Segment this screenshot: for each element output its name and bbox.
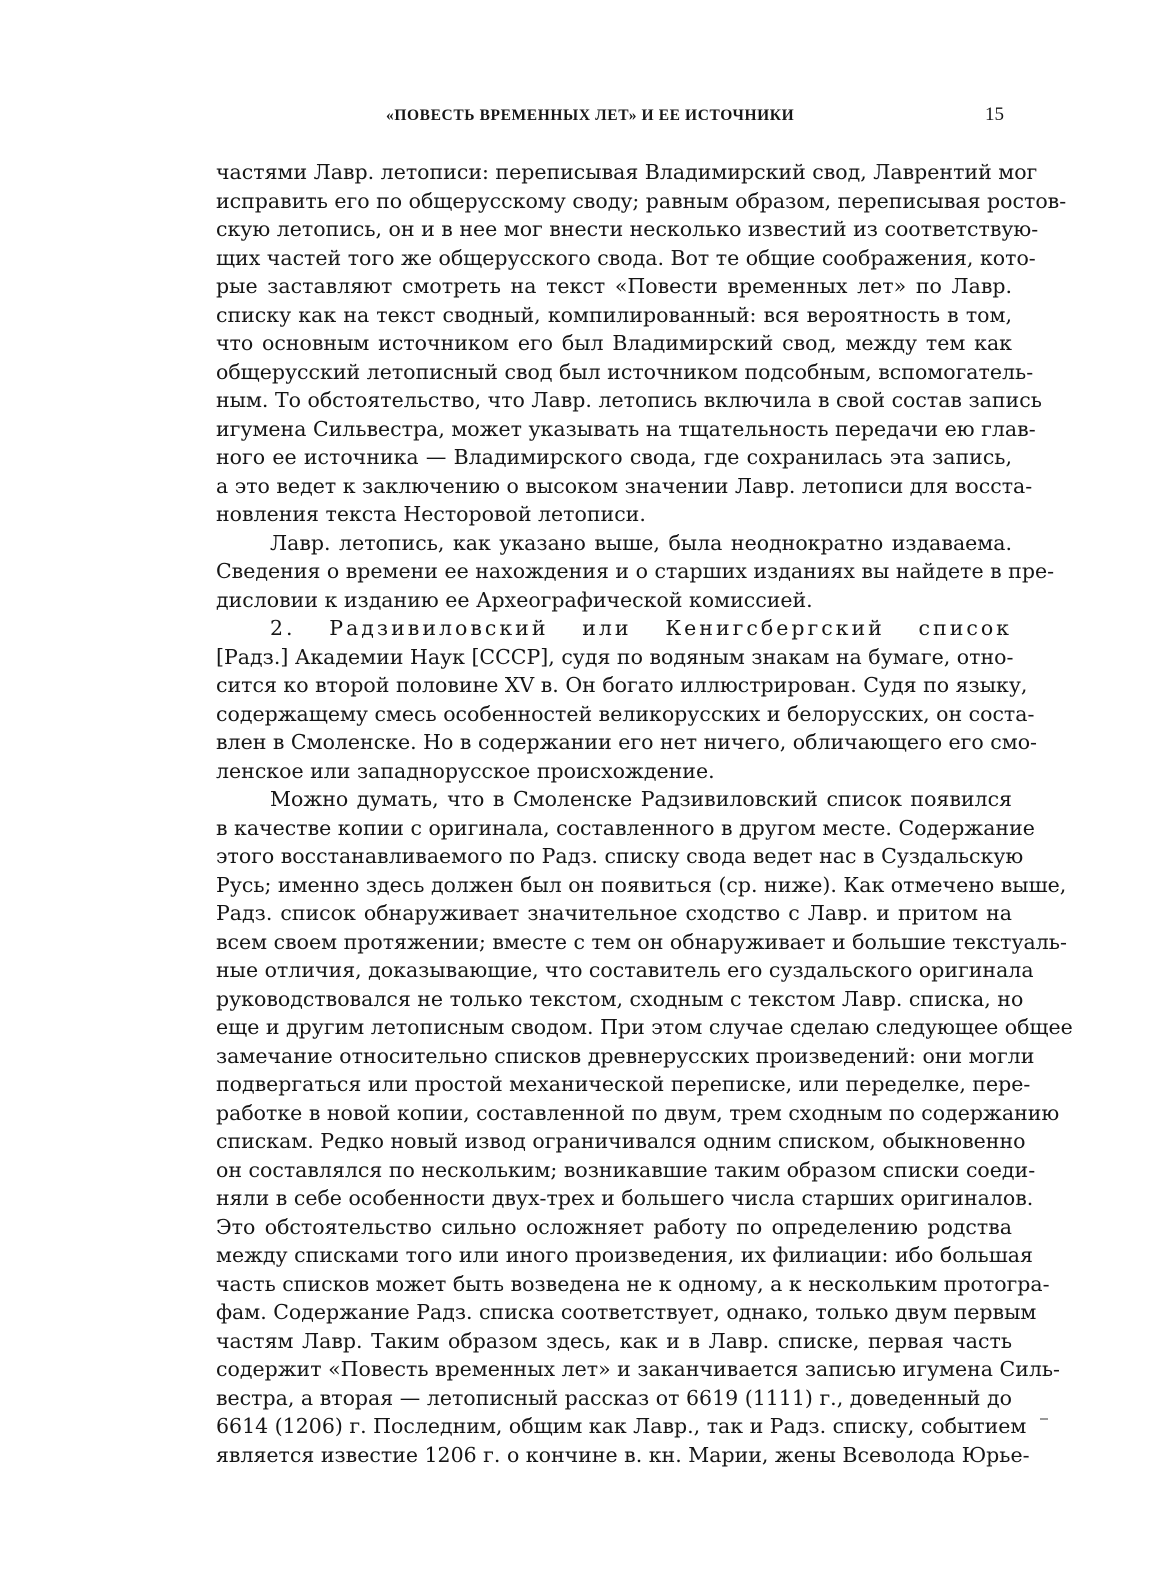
text-line: [Радз.] Академии Наук [СССР], судя по водяным знакам на бумаге, отно- [216,644,1014,669]
paragraph-start-line: Лавр. летопись, как указано выше, была неоднократно издаваема. [270,530,1012,555]
text-line: списку как на текст сводный, компилированный: вся вероятность в том, [216,302,1012,327]
text-line: игумена Сильвестра, может указывать на тщательность передачи ею глав- [216,416,1036,441]
text-line: ленское или западнорусское происхождение. [216,758,715,783]
text-line: ного ее источника — Владимирского свода, где сохранилась эта запись, [216,445,1012,469]
text-line: замечание относительно списков древнерусских произведений: они могли [216,1043,1035,1068]
text-line: дисловии к изданию ее Археографической комиссией. [216,587,813,612]
text-line: щих частей того же общерусского свода. Вот те общие соображения, кото- [216,245,1036,270]
text-line: частям Лавр. Таким образом здесь, как и в Лавр. списке, первая часть [216,1328,1012,1353]
text-line: работке в новой копии, составленной по двум, трем сходным по содержанию [216,1100,1060,1125]
text-line: рые заставляют смотреть на текст «Повести временных лет» по Лавр. [216,274,1012,298]
text-line: общерусский летописный свод был источником подсобным, вспомогатель- [216,359,1034,384]
text-line: руководствовался не только текстом, сходным с текстом Лавр. списка, но [216,986,1024,1011]
text-line: Сведения о времени ее нахождения и о старших изданиях вы найдете в пре- [216,559,1055,583]
text-line: а это ведет к заключению о высоком значении Лавр. летописи для восста- [216,473,1033,498]
body-text [216,158,1073,1469]
text-line: вестра, а вторая — летописный рассказ от 6619 (1111) г., доведенный до [216,1385,1012,1410]
text-line: часть списков может быть возведена не к одному, а к нескольким протогра- [216,1271,1050,1296]
text-line: подвергаться или простой механической переписке, или переделке, пере- [216,1072,1031,1096]
text-line: Радз. список обнаруживает значительное сходство с Лавр. и притом на [216,901,1012,925]
text-line: содержит «Повесть временных лет» и заканчивается записью игумена Силь- [216,1357,1060,1381]
text-line: ные отличия, доказывающие, что составитель его суздальского оригинала [216,958,1034,982]
text-line: 6614 (1206) г. Последним, общим как Лавр., так и Радз. списку, событием [216,1414,1027,1438]
text-line: он составлялся по нескольким; возникавшие таким образом списки соеди- [216,1157,1036,1182]
text-line: новления текста Несторовой летописи. [216,502,646,526]
text-line: этого восстанавливаемого по Радз. списку свода ведет нас в Суздальскую [216,844,1024,868]
text-line: исправить его по общерусскому своду; равным образом, переписывая ростов- [216,188,1067,213]
page-number: 15 [985,104,1004,125]
text-line: еще и другим летописным сводом. При этом случае сделаю следующее общее [216,1015,1073,1039]
text-line: содержащему смесь особенностей великорусских и белорусских, он соста- [216,701,1035,726]
text-line: няли в себе особенности двух-трех и большего числа старших оригиналов. [216,1186,1034,1210]
text-line: влен в Смоленске. Но в содержании его нет ничего, обличающего его смо- [216,730,1037,754]
paragraph-start-line: Можно думать, что в Смоленске Радзивиловский список появился [270,787,1012,811]
text-line: Это обстоятельство сильно осложняет работу по определению родства [216,1214,1012,1239]
text-line: сится ко второй половине XV в. Он богато иллюстрирован. Судя по языку, [216,673,1028,697]
text-line: между списками того или иного произведения, их филиации: ибо большая [216,1243,1033,1267]
section-heading-line: 2. Радзивиловский или Кенигсбергский список [270,616,1012,640]
running-title: «ПОВЕСТЬ ВРЕМЕННЫХ ЛЕТ» И ЕЕ ИСТОЧНИКИ [386,107,795,124]
text-line: Русь; именно здесь должен был он появиться (ср. ниже). Как отмечено выше, [216,872,1067,897]
text-line: частями Лавр. летописи: переписывая Владимирский свод, Лаврентий мог [216,160,1038,184]
margin-mark [1040,1418,1048,1420]
text-line: скую летопись, он и в нее мог внести несколько известий из соответствую- [216,217,1039,241]
text-line: всем своем протяжении; вместе с тем он обнаруживает и большие текстуаль- [216,929,1067,954]
text-line: что основным источником его был Владимирский свод, между тем как [216,331,1012,355]
text-line: является известие 1206 г. о кончине в. кн. Марии, жены Всеволода Юрье- [216,1442,1030,1467]
text-line: в качестве копии с оригинала, составленного в другом месте. Содержание [216,815,1035,840]
text-line: ным. То обстоятельство, что Лавр. летопись включила в свой состав запись [216,388,1042,412]
text-line: фам. Содержание Радз. списка соответствует, однако, только двум первым [216,1300,1037,1324]
text-line: спискам. Редко новый извод ограничивался одним списком, обыкновенно [216,1129,1026,1153]
